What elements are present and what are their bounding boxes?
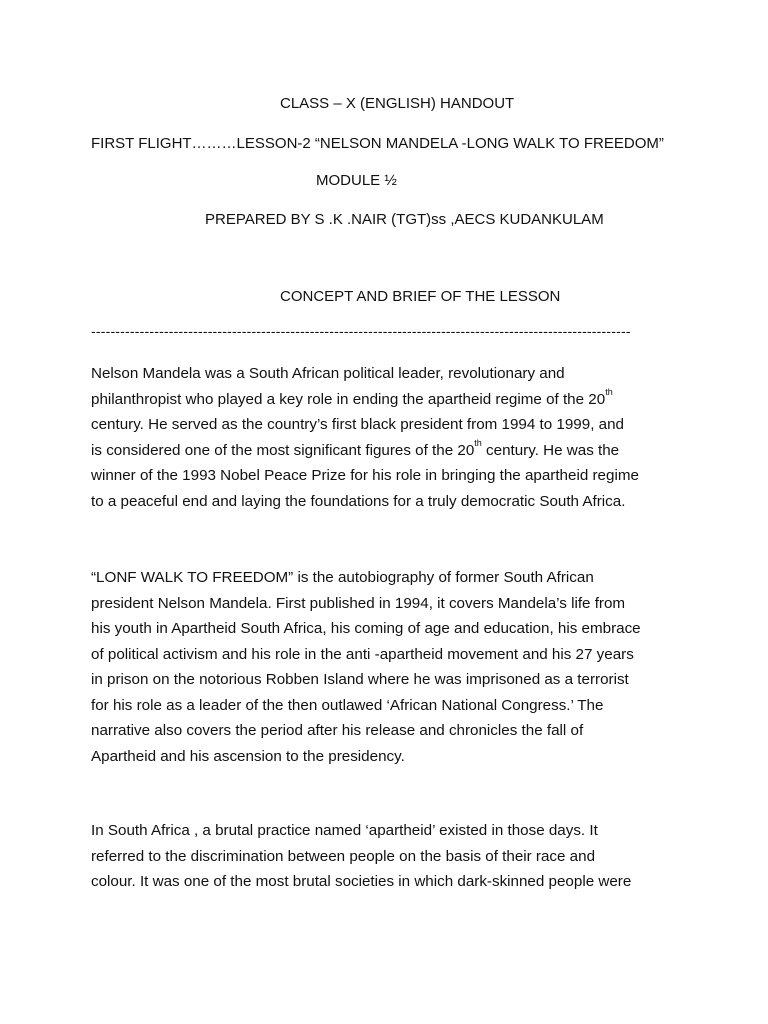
paragraph-line: Nelson Mandela was a South African political leader, revolutionary and bbox=[91, 365, 565, 382]
paragraph-line: colour. It was one of the most brutal societies in which dark-skinned people were bbox=[91, 873, 632, 890]
paragraph-line: winner of the 1993 Nobel Peace Prize for his role in bringing the apartheid regime bbox=[91, 467, 639, 484]
paragraph-line: Apartheid and his ascension to the presidency. bbox=[91, 747, 405, 765]
paragraph-line: of political activism and his role in the anti -apartheid movement and his 27 years bbox=[91, 645, 634, 663]
paragraph-line: in prison on the notorious Robben Island where he was imprisoned as a terrorist bbox=[91, 671, 629, 688]
paragraph-line: his youth in Apartheid South Africa, his coming of age and education, his embrace bbox=[91, 620, 641, 637]
paragraph-apartheid bbox=[91, 818, 676, 895]
module-label: MODULE ½ bbox=[316, 172, 397, 189]
paragraph-line: In South Africa , a brutal practice named ‘apartheid’ existed in those days. It bbox=[91, 822, 598, 839]
paragraph-line: century. He served as the country’s first black president from 1994 to 1999, and bbox=[91, 416, 624, 433]
paragraph-text: century. He was the bbox=[481, 441, 620, 459]
divider: --------------------------------------------------------------------------------------------------------------- bbox=[91, 323, 631, 339]
paragraph-line: to a peaceful end and laying the foundations for a truly democratic South Africa. bbox=[91, 492, 626, 510]
handout-title: CLASS – X (ENGLISH) HANDOUT bbox=[280, 95, 515, 112]
paragraph-text: is considered one of the most significant figures of the 20 bbox=[91, 441, 475, 459]
paragraph-text: philanthropist who played a key role in ending the apartheid regime of the 20 bbox=[91, 390, 606, 408]
paragraph-autobiography bbox=[91, 565, 676, 769]
lesson-title: FIRST FLIGHT………LESSON-2 “NELSON MANDELA -LONG WALK TO FREEDOM” bbox=[91, 135, 664, 152]
paragraph-line: “LONF WALK TO FREEDOM” is the autobiography of former South African bbox=[91, 569, 594, 586]
paragraph-intro bbox=[91, 361, 676, 514]
superscript: th bbox=[474, 438, 482, 449]
paragraph-line bbox=[91, 438, 676, 464]
paragraph-line: for his role as a leader of the then outlawed ‘African National Congress.’ The bbox=[91, 696, 604, 714]
paragraph-line: referred to the discrimination between people on the basis of their race and bbox=[91, 847, 596, 865]
superscript: th bbox=[605, 387, 613, 398]
prepared-by: PREPARED BY S .K .NAIR (TGT)ss ,AECS KUDANKULAM bbox=[205, 211, 604, 228]
paragraph-line: narrative also covers the period after his release and chronicles the fall of bbox=[91, 722, 584, 739]
paragraph-line: president Nelson Mandela. First published in 1994, it covers Mandela’s life from bbox=[91, 594, 626, 612]
paragraph-line bbox=[91, 387, 676, 413]
section-title: CONCEPT AND BRIEF OF THE LESSON bbox=[280, 288, 561, 305]
